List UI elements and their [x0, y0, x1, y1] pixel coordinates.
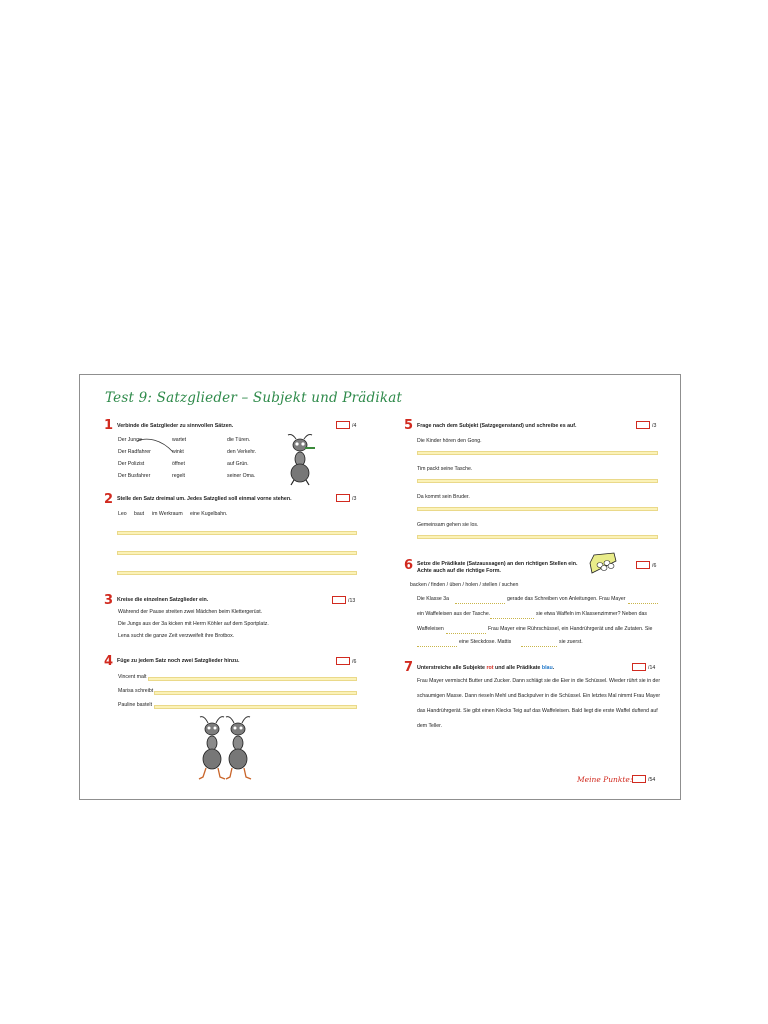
sentence: Die Kinder hören den Gong.: [417, 438, 482, 444]
text-line: Frau Mayer vermischt Butter und Zucker. Dann schlägt sie die Eier in die Schüssel. Wieder rührt sie in der: [417, 678, 661, 684]
cloze-text: ein Waffeleisen aus der Tasche.: [417, 611, 491, 617]
score-total: /14: [648, 665, 656, 671]
verb-list: backen / finden / üben / holen / stellen / suchen: [410, 582, 519, 588]
word-subject: Der Polizist: [118, 461, 145, 467]
task-number: 6: [404, 558, 414, 573]
sentence: Gemeinsam gehen sie los.: [417, 522, 479, 528]
score-box[interactable]: [632, 663, 646, 671]
score-total: /13: [348, 598, 356, 604]
task-instruction: Unterstreiche alle Subjekte rot und alle Prädikate blau.: [417, 665, 555, 671]
cloze-gap[interactable]: [446, 633, 486, 634]
sentence: Lena sucht die ganze Zeit verzweifelt ihre Brotbox.: [118, 633, 235, 639]
score-box[interactable]: [336, 657, 350, 665]
text-line: dem Teller.: [417, 723, 442, 729]
two-ants-illustration: [190, 715, 260, 785]
color-word-blue: blau: [541, 665, 553, 671]
word-object: auf Grün.: [227, 461, 249, 467]
sentence-start: Vincent malt: [118, 674, 147, 680]
word-chip: eine Kugelbahn.: [190, 511, 228, 517]
task-instruction: Achte auch auf die richtige Form.: [417, 568, 501, 574]
sentence: Während der Pause streiten zwei Mädchen beim Klettergerüst.: [118, 609, 263, 615]
total-score-box[interactable]: [632, 775, 646, 783]
sentence-start: Pauline bastelt: [118, 702, 153, 708]
score-box[interactable]: [336, 494, 350, 502]
answer-line[interactable]: [117, 571, 357, 575]
cloze-text: gerade das Schreiben von Anleitungen. Frau Mayer: [507, 596, 626, 602]
egg-carton-illustration: [588, 551, 618, 575]
cloze-gap[interactable]: [521, 646, 557, 647]
score-total: /6: [652, 563, 657, 569]
word-verb: wartet: [172, 437, 187, 443]
cloze-gap[interactable]: [455, 603, 505, 604]
word-verb: regelt: [172, 473, 185, 479]
word-chip: im Werkraum: [152, 511, 183, 517]
total-points-label: Meine Punkte:: [577, 775, 633, 784]
answer-line[interactable]: [417, 451, 658, 455]
task-instruction: Kreise die einzelnen Satzglieder ein.: [117, 597, 209, 603]
cloze-text: sie etwa Waffeln im Klassenzimmer? Neben das: [536, 611, 648, 617]
task-number: 5: [404, 418, 414, 433]
word-verb: winkt: [172, 449, 184, 455]
word-chip: Leo: [118, 511, 127, 517]
task-number: 7: [404, 660, 414, 675]
score-total: /6: [352, 659, 357, 665]
task-number: 4: [104, 654, 114, 669]
word-object: seiner Oma.: [227, 473, 256, 479]
task-number: 3: [104, 593, 114, 608]
score-box[interactable]: [332, 596, 346, 604]
cloze-text: Die Klasse 3a: [417, 596, 450, 602]
text-line: schaumigen Masse. Dann rieseln Mehl und Backpulver in die Schüssel. Ein letztes Mal nimmt Frau Mayer: [417, 693, 661, 699]
task-instruction: Stelle den Satz dreimal um. Jedes Satzglied soll einmal vorne stehen.: [117, 496, 292, 502]
sentence-start: Marisa schreibt: [118, 688, 154, 694]
sentence: Die Jungs aus der 3a kicken mit Herrn Köhler auf dem Sportplatz.: [118, 621, 269, 627]
task-number: 1: [104, 418, 114, 433]
score-box[interactable]: [636, 561, 650, 569]
score-total: /4: [352, 423, 357, 429]
word-subject: Der Radfahrer: [118, 449, 151, 455]
text-line: das Handrührgerät. Sie gibt einen Klecks Teig auf das Waffeleisen. Bald liegt die erste Waffel duftend auf: [417, 708, 658, 714]
answer-line[interactable]: [117, 531, 357, 535]
answer-line[interactable]: [154, 705, 357, 709]
word-subject: Der Junge: [118, 437, 142, 443]
answer-line[interactable]: [417, 479, 658, 483]
task-instruction: Füge zu jedem Satz noch zwei Satzglieder hinzu.: [117, 658, 240, 664]
cloze-text: Waffeleisen: [417, 626, 444, 632]
worksheet: [79, 374, 681, 800]
total-score: /54: [648, 777, 656, 783]
word-object: den Verkehr.: [227, 449, 257, 455]
word-verb: öffnet: [172, 461, 185, 467]
task-instruction: Setze die Prädikate (Satzaussagen) an den richtigen Stellen ein.: [417, 561, 578, 567]
task-number: 2: [104, 492, 114, 507]
cloze-text: Frau Mayer eine Rührschüssel, ein Handrührgerät und alle Zutaten. Sie: [488, 626, 653, 632]
score-box[interactable]: [636, 421, 650, 429]
answer-line[interactable]: [117, 551, 357, 555]
answer-line[interactable]: [417, 507, 658, 511]
sentence: Tim packt seine Tasche.: [417, 466, 473, 472]
cloze-text: eine Steckdose. Mattis: [459, 639, 512, 645]
word-object: die Türen.: [227, 437, 251, 443]
answer-line[interactable]: [154, 691, 357, 695]
ant-illustration: [282, 433, 322, 485]
connector-line: [137, 437, 177, 457]
sentence: Da kommt sein Bruder.: [417, 494, 470, 500]
score-total: /3: [652, 423, 657, 429]
word-chip: baut: [134, 511, 145, 517]
score-total: /3: [352, 496, 357, 502]
score-box[interactable]: [336, 421, 350, 429]
word-subject: Der Busfahrer: [118, 473, 151, 479]
cloze-gap[interactable]: [628, 603, 658, 604]
answer-line[interactable]: [148, 677, 357, 681]
task-instruction: Verbinde die Satzglieder zu sinnvollen Sätzen.: [117, 423, 234, 429]
color-word-red: rot: [486, 665, 494, 671]
answer-line[interactable]: [417, 535, 658, 539]
cloze-text: sie zuerst.: [559, 639, 583, 645]
cloze-gap[interactable]: [490, 618, 534, 619]
page-title: Test 9: Satzglieder – Subjekt und Prädikat: [105, 390, 403, 406]
task-instruction: Frage nach dem Subjekt (Satzgegenstand) und schreibe es auf.: [417, 423, 577, 429]
cloze-gap[interactable]: [417, 646, 457, 647]
